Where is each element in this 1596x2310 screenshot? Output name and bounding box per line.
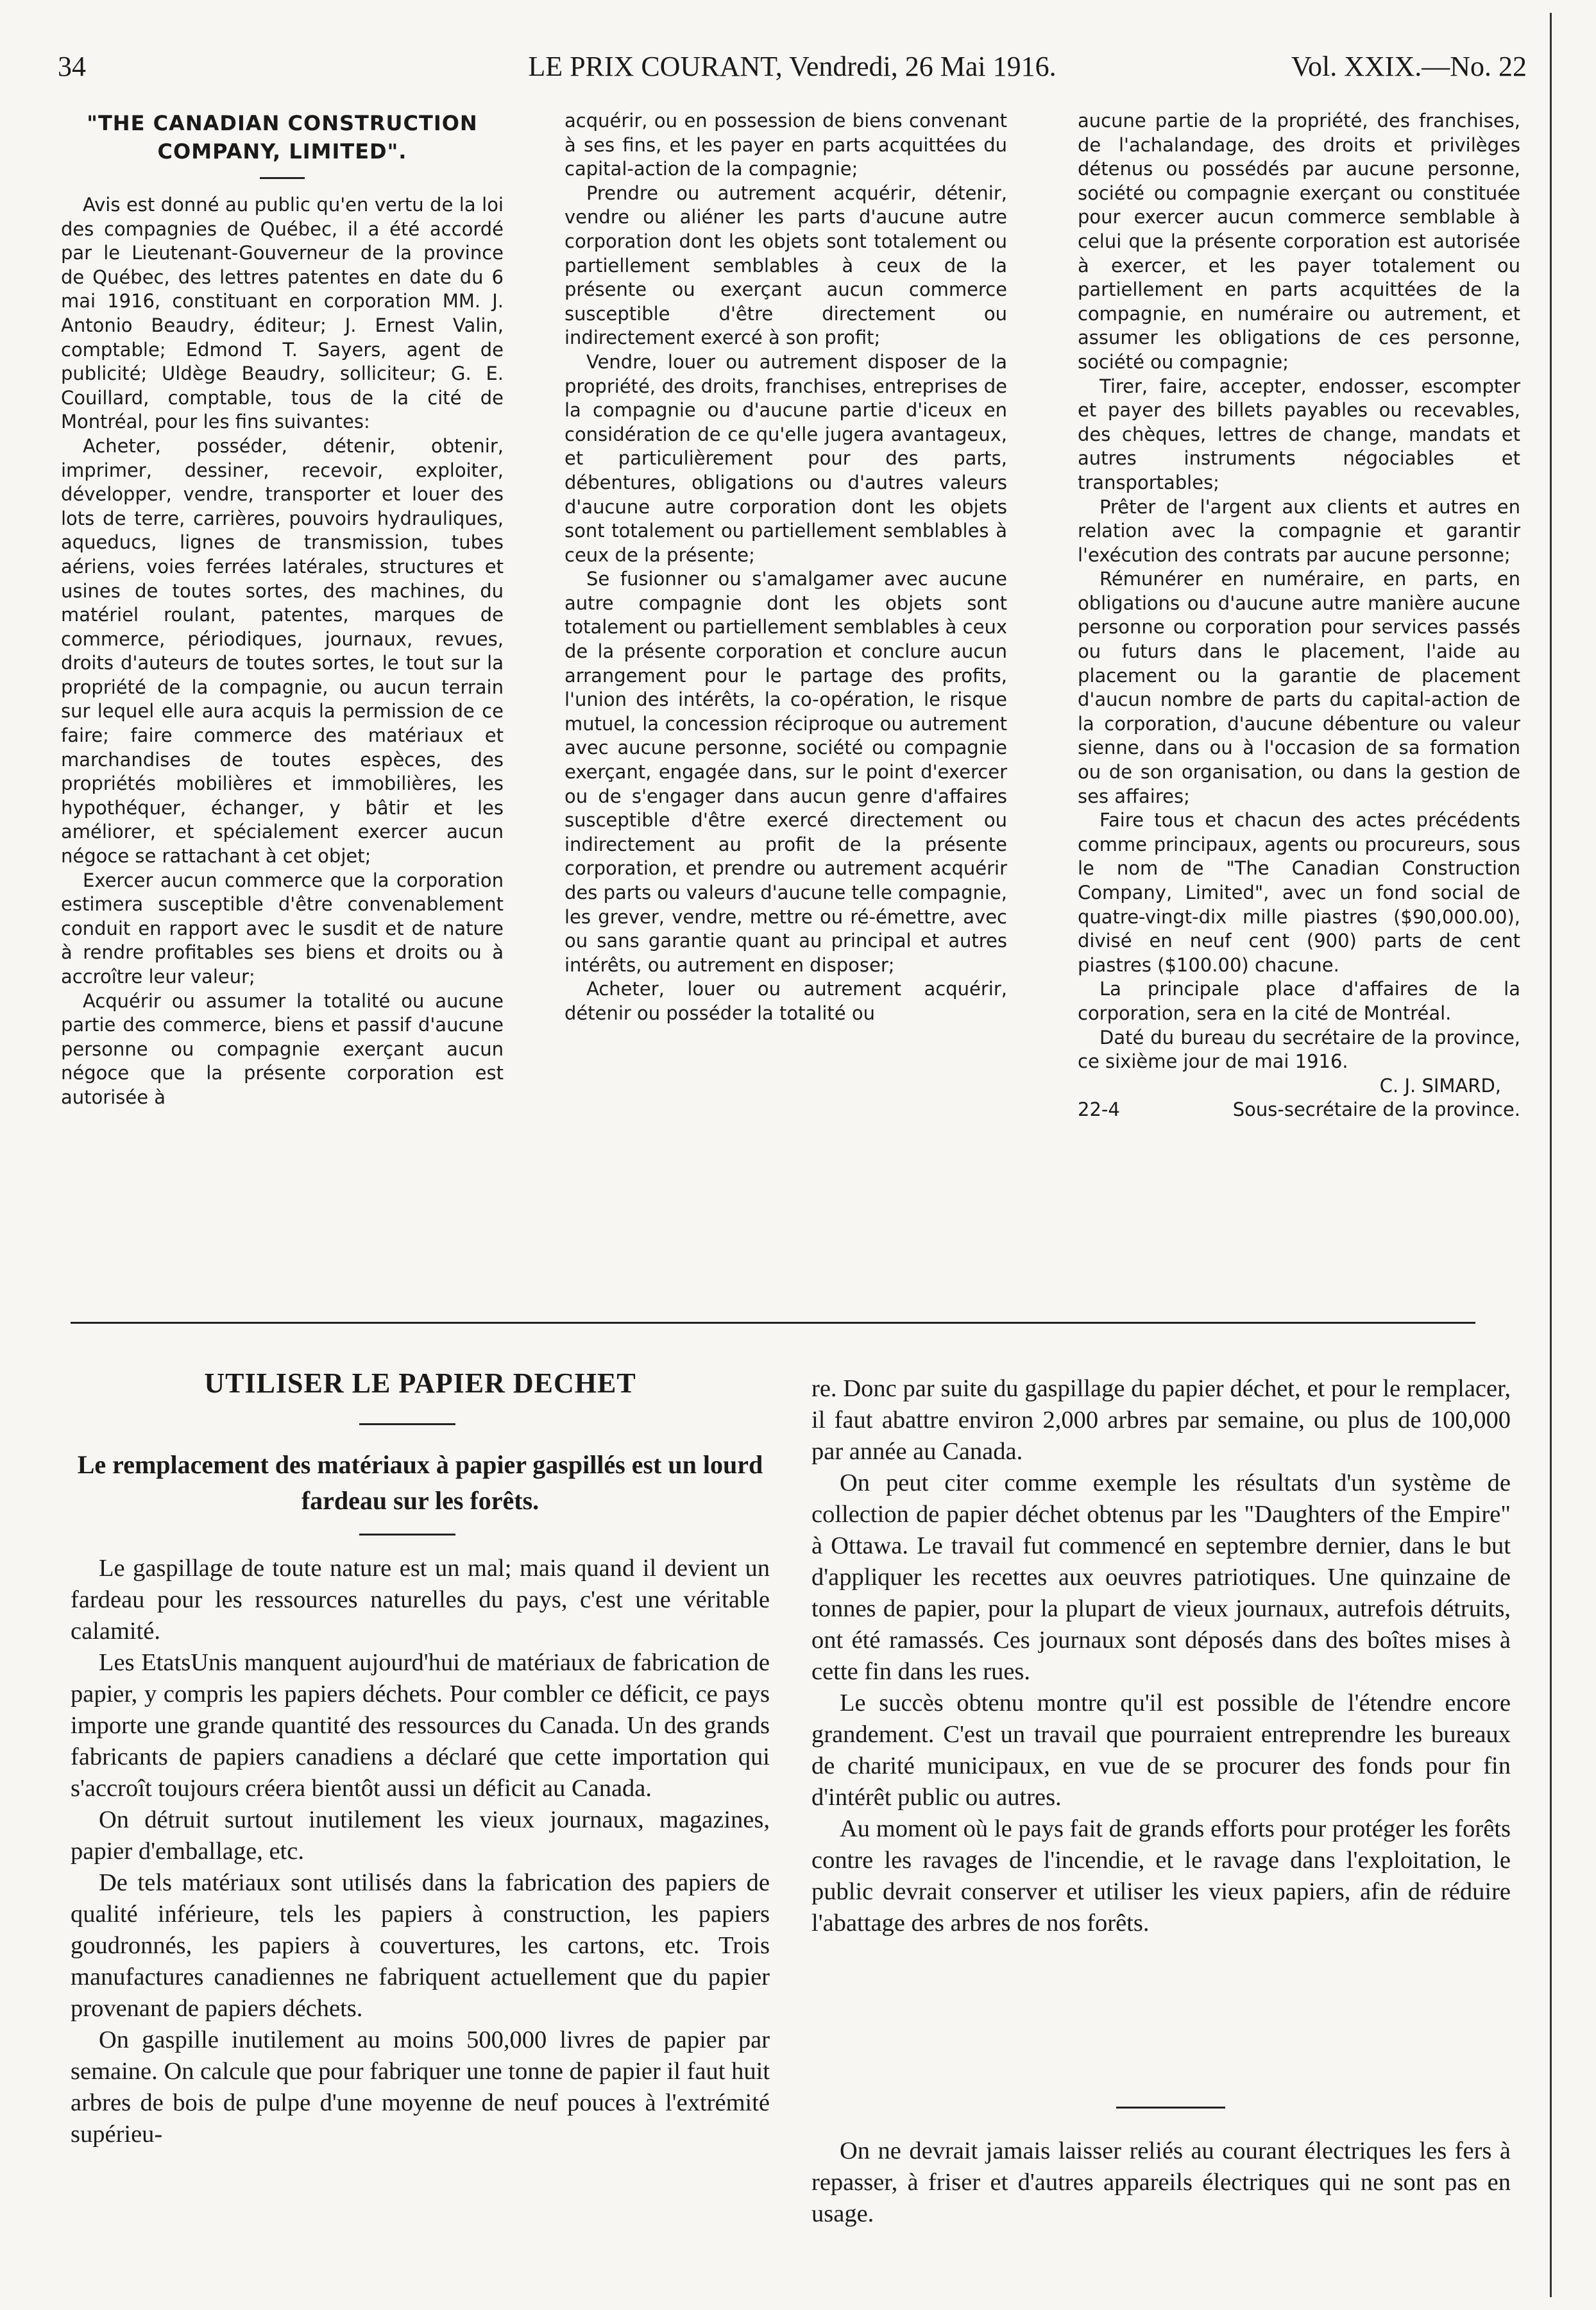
notice-paragraph: Prendre ou autrement acquérir, détenir, vendre ou aliéner les parts d'aucune autre corporation dont les objets sont totalement ou partiellement semblables à ceux de la présente ou exerçant aucun commerce susceptible d'être directement ou indirectement exercé à son profit; — [565, 182, 1007, 349]
notice-paragraph: Se fusionner ou s'amalgamer avec aucune autre compagnie dont les objets sont totalement ou partiellement semblables à ceux de la présente corporation et conclure aucun arrangement pour le partage des profits, l'union des intérêts, la co-opération, le risque mutuel, la concession réciproque ou autrement avec aucune personne, société ou compagnie exerçant, engagée dans, sur le point d'exercer ou de s'engager dans aucun genre d'affaires susceptible d'être exercé directement ou indirectement au profit de la présente corporation, et prendre ou autrement acquérir des parts ou valeurs d'aucune telle compagnie, les grever, vendre, mettre ou ré-émettre, avec ou sans garantie quant au principal et autres intérêts, ou autrement en disposer; — [565, 568, 1007, 976]
article-paragraph: re. Donc par suite du gaspillage du papier déchet, et pour le remplacer, il faut abattre environ 2,000 arbres par semaine, ou plus de 100,000 par année au Canada. — [811, 1375, 1511, 1465]
notice-column-3 — [1078, 109, 1520, 1122]
notice-paragraph: aucune partie de la propriété, des franchises, de l'achalandage, des droits et privilèges détenus ou possédés par aucune personne, société ou compagnie exerçant ou constituée pour exercer aucun commerce semblable à celui que la présente corporation est autorisée à exercer, et les payer totalement ou partiellement en parts acquittées de la compagnie, en numéraire ou autrement, et assumer les obligations de ces personne, société ou compagnie; — [1078, 110, 1520, 373]
notice-title: "THE CANADIAN CONSTRUCTION COMPANY, LIMITED". — [87, 111, 478, 164]
notice-paragraph: Avis est donné au public qu'en vertu de la loi des compagnies de Québec, il a été accordé par le Lieutenant-Gouverneur de la province de Québec, des lettres patentes en date du 6 mai 1916, constituant en corporation MM. J. Antonio Beaudry, éditeur; J. Ernest Valin, comptable; Edmond T. Sayers, agent de publicité; Uldège Beaudry, solliciteur; G. E. Couillard, comptable, tous de la cité de Montréal, pour les fins suivantes: — [61, 194, 504, 433]
article-subtitle-rule — [359, 1534, 455, 1536]
notice-paragraph: Daté du bureau du secrétaire de la province, ce sixième jour de mai 1916. — [1078, 1026, 1520, 1073]
notice-paragraph: Exercer aucun commerce que la corporation estimera susceptible d'être convenablement conduit en rapport avec le susdit et de nature à rendre profitables ses biens et droits ou à accroître leur valeur; — [61, 869, 504, 988]
notice-paragraph: Vendre, louer ou autrement disposer de la propriété, des droits, franchises, entreprises de la compagnie ou d'aucune partie d'iceux en considération de ce qu'elle jugera avantageux, et particulièrement pour des parts, débentures, obligations ou d'autres valeurs d'aucune autre corporation dont les objets sont totalement ou partiellement semblables à ceux de la présente; — [565, 350, 1007, 566]
notice-signature: C. J. SIMARD, — [1379, 1074, 1501, 1097]
notice-column-1 — [61, 109, 504, 1110]
notice-paragraph: Tirer, faire, accepter, endosser, escompter et payer des billets payables ou recevables, des chèques, lettres de change, mandats et autres instruments négociables et transportables; — [1078, 375, 1520, 493]
article-column-2 — [811, 1373, 1511, 1939]
notice-paragraph: Faire tous et chacun des actes précédents comme principaux, agents ou procureurs, sous le nom de "The Canadian Construction Company, Limited", avec un fond social de quatre-vingt-dix mille piastres ($90,000.00), divisé en neuf cent (900) parts de cent piastres ($100.00) chacune. — [1078, 809, 1520, 976]
notice-paragraph: Rémunérer en numéraire, en parts, en obligations ou d'aucune autre manière aucune personne ou corporation pour services passés ou futurs dans le placement, l'aide au placement ou la garantie de placement d'aucun nombre de parts du capital-action de la corporation, d'aucune débenture ou valeur sienne, dans ou à l'occasion de sa formation ou de son organisation, ou dans la gestion de ses affaires; — [1078, 568, 1520, 807]
notice-signature-row — [1078, 1098, 1520, 1122]
page-number: 34 — [58, 51, 86, 82]
article-column-1 — [71, 1553, 770, 2150]
article-paragraph: Au moment où le pays fait de grands efforts pour protéger les forêts contre les ravages de l'incendie, et le ravage dans l'exploitation, le public devrait conserver et utiliser les vieux papiers, afin de réduire l'abattage des arbres de nos forêts. — [811, 1815, 1511, 1937]
note-paragraph: On ne devrait jamais laisser reliés au courant électriques les fers à repasser, à friser et d'autres appareils électriques qui ne sont pas en usage. — [811, 2137, 1511, 2227]
note-column — [811, 2135, 1511, 2230]
newspaper-title: LE PRIX COURANT, Vendredi, 26 Mai 1916. — [528, 51, 1057, 82]
notice-paragraph: Acheter, louer ou autrement acquérir, détenir ou posséder la totalité ou — [565, 978, 1007, 1024]
section-divider — [71, 1322, 1475, 1324]
article-title: UTILISER LE PAPIER DECHET — [204, 1367, 636, 1399]
article-paragraph: On gaspille inutilement au moins 500,000 livres de papier par semaine. On calcule que pour fabriquer une tonne de papier il faut huit arbres de bois de pulpe d'une moyenne de neuf pouces à l'extrémité supérieu- — [71, 2026, 770, 2148]
article-subtitle: Le remplacement des matériaux à papier gaspillés est un lourd fardeau sur les forêts. — [77, 1450, 763, 1515]
article-paragraph: Le gaspillage de toute nature est un mal; mais quand il devient un fardeau pour les ressources naturelles du pays, c'est une véritable calamité. — [71, 1555, 770, 1645]
volume-number: Vol. XXIX.—No. 22 — [1291, 51, 1527, 82]
notice-paragraph: La principale place d'affaires de la corporation, sera en la cité de Montréal. — [1078, 978, 1520, 1024]
notice-paragraph: Acquérir ou assumer la totalité ou aucune partie des commerce, biens et passif d'aucune personne ou compagnie exerçant aucun négoce que la présente corporation est autorisée à — [61, 989, 504, 1108]
notice-signature-title: Sous-secrétaire de la province. — [1232, 1099, 1520, 1121]
note-rule — [1116, 2107, 1225, 2109]
notice-reference: 22-4 — [1078, 1099, 1120, 1121]
article-title-rule — [359, 1423, 455, 1425]
notice-column-2 — [565, 109, 1007, 1026]
notice-paragraph: Acheter, posséder, détenir, obtenir, imprimer, dessiner, recevoir, exploiter, développer, vendre, transporter et louer des lots de terre, carrières, pouvoirs hydrauliques, aqueducs, lignes de transmission, tubes aériens, voies ferrées latérales, structures et usines de toutes sortes, des machines, du matériel roulant, patentes, marques de commerce, périodiques, journaux, revues, droits d'auteurs de toutes sortes, le tout sur la propriété de la compagnie, ou aucun terrain sur lequel elle aura acquis la permission de ce faire; faire commerce des matériaux et marchandises de toutes espèces, des propriétés mobilières et immobilières, les hypothéquer, échanger, y bâtir et les améliorer, et spécialement exercer aucun négoce se rattachant à cet objet; — [61, 434, 504, 868]
page-header — [58, 45, 1527, 83]
notice-title-rule — [260, 177, 305, 179]
notice-paragraph: Prêter de l'argent aux clients et autres en relation avec la compagnie et garantir l'exécution des contrats par aucune personne; — [1078, 495, 1520, 566]
notice-paragraph: acquérir, ou en possession de biens convenant à ses fins, et les payer en parts acquittées du capital-action de la compagnie; — [565, 110, 1007, 180]
article-paragraph: On peut citer comme exemple les résultats d'un système de collection de papier déchet obtenus par les "Daughters of the Empire" à Ottawa. Le travail fut commencé en septembre dernier, dans le but d'appliquer les recettes aux oeuvres patriotiques. Une quinzaine de tonnes de papier, pour la plupart de vieux journaux, autrefois détruits, ont été ramassés. Ces journaux sont déposés dans des boîtes mises à cette fin dans les rues. — [811, 1469, 1511, 1685]
page-edge-rule — [1550, 13, 1552, 2297]
article-paragraph: On détruit surtout inutilement les vieux journaux, magazines, papier d'emballage, etc. — [71, 1806, 770, 1865]
article-paragraph: Le succès obtenu montre qu'il est possible de l'étendre encore grandement. C'est un travail que pourraient entreprendre les bureaux de charité municipaux, en vue de se procurer des fonds pour fin d'intérêt public ou autres. — [811, 1690, 1511, 1811]
article-paragraph: De tels matériaux sont utilisés dans la fabrication des papiers de qualité inférieure, tels les papiers à construction, les papiers goudronnés, les papiers à couvertures, les cartons, etc. Trois manufactures canadiennes ne fabriquent actuellement que du papier provenant de papiers déchets. — [71, 1869, 770, 2022]
article-paragraph: Les EtatsUnis manquent aujourd'hui de matériaux de fabrication de papier, y compris les papiers déchets. Pour combler ce déficit, ce pays importe une grande quantité des ressources du Canada. Un des grands fabricants de papiers canadiens a déclaré que cette importation qui s'accroît toujours créera bientôt aussi un déficit au Canada. — [71, 1649, 770, 1802]
